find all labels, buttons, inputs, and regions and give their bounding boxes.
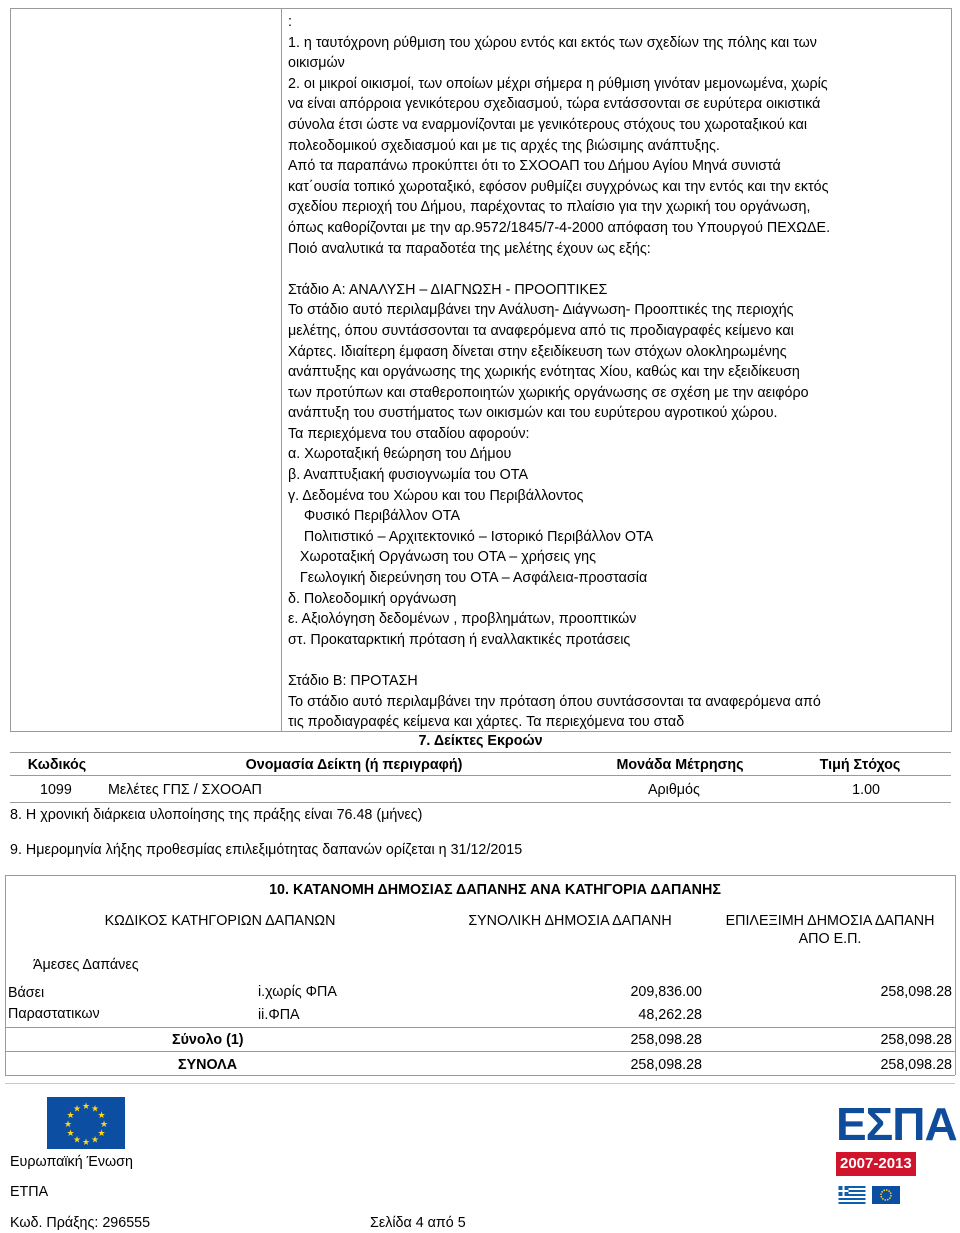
- desc-line: :: [288, 14, 292, 30]
- direct-costs-label: Άμεσες Δαπάνες: [33, 957, 139, 973]
- svg-text:★: ★: [72, 1135, 82, 1146]
- svg-text:★: ★: [90, 1104, 100, 1115]
- svg-text:★: ★: [72, 1104, 82, 1115]
- subtotal-total: 258,098.28: [630, 1032, 702, 1048]
- fund-label: ΕΤΠΑ: [10, 1184, 49, 1200]
- row-total: 48,262.28: [638, 1007, 702, 1023]
- allocation-col-category: ΚΩΔΙΚΟΣ ΚΑΤΗΓΟΡΙΩΝ ΔΑΠΑΝΩΝ: [104, 913, 336, 929]
- desc-line: των προτύπων και σταθεροποιητών χωρικής οργάνωσης σε σχέση με την αειφόρο: [288, 384, 809, 401]
- deadline-text: 9. Ημερομηνία λήξης προθεσμίας επιλεξιμότητας δαπανών ορίζεται η 31/12/2015: [10, 842, 523, 858]
- desc-line: Από τα παραπάνω προκύπτει ότι το ΣΧΟΟΑΠ του Δήμου Αγίου Μηνά συνιστά: [288, 158, 781, 175]
- desc-line: σχεδίου περιοχή του Δήμου, παρέχοντας το πλαίσιο για την χωρική του οργάνωση,: [288, 199, 811, 216]
- desc-line: οικισμών: [288, 55, 345, 72]
- desc-line: δ. Πολεοδομική οργάνωση: [288, 590, 457, 607]
- desc-line: τις προδιαγραφές κείμενα και χάρτες. Τα περιεχόμενα του σταδ: [288, 714, 685, 731]
- svg-text:★: ★: [66, 1111, 75, 1121]
- basis-label-line2: Παραστατικων: [8, 1006, 100, 1022]
- desc-blank: [288, 650, 948, 671]
- row-label: i.χωρίς ΦΠΑ: [258, 984, 337, 1000]
- desc-line: Γεωλογική διερεύνηση του ΟΤΑ – Ασφάλεια-προστασία: [288, 570, 648, 587]
- desc-line: Χάρτες. Ιδιαίτερη έμφαση δίνεται στην εξειδίκευση των στόχων ολοκληρωμένης: [288, 343, 787, 360]
- indicators-col-unit: Μονάδα Μέτρησης: [616, 757, 744, 773]
- row-label: ii.ΦΠΑ: [258, 1007, 300, 1023]
- desc-line: β. Αναπτυξιακή φυσιογνωμία του ΟΤΑ: [288, 467, 528, 484]
- row-eligible: 258,098.28: [880, 984, 952, 1000]
- desc-line: στ. Προκαταρκτική πρόταση ή εναλλακτικές προτάσεις: [288, 631, 631, 648]
- subtotal-label: Σύνολο (1): [172, 1032, 244, 1048]
- svg-text:★: ★: [99, 1120, 109, 1130]
- desc-line: Ποιό αναλυτικά τα παραδοτέα της μελέτης έχουν ως εξής:: [288, 240, 651, 257]
- project-code: Κωδ. Πράξης: 296555: [10, 1215, 151, 1231]
- eu-small-flag-icon: [872, 1186, 900, 1204]
- indicator-unit: Αριθμός: [648, 782, 700, 798]
- desc-blank: [288, 259, 948, 280]
- espa-logo-text: ΕΣΠΑ: [836, 1098, 957, 1150]
- duration-text: 8. Η χρονική διάρκεια υλοποίησης της πράξης είναι 76.48 (μήνες): [10, 807, 423, 823]
- allocation-col-eligible: [700, 912, 960, 948]
- allocation-col-total: ΣΥΝΟΛΙΚΗ ΔΗΜΟΣΙΑ ΔΑΠΑΝΗ: [468, 913, 672, 929]
- indicators-title: 7. Δείκτες Εκροών: [418, 733, 543, 749]
- svg-text:★: ★: [81, 1102, 91, 1112]
- greek-flag-icon: [838, 1186, 866, 1204]
- indicator-code: 1099: [40, 782, 72, 798]
- svg-text:★: ★: [63, 1120, 73, 1130]
- desc-line: όπως καθορίζονται με την αρ.9572/1845/7-4-2000 απόφαση του Υπουργού ΠΕΧΩΔΕ.: [288, 219, 831, 236]
- basis-label-line1: Βάσει: [8, 985, 45, 1001]
- desc-line: Πολιτιστικό – Αρχιτεκτονικό – Ιστορικό Περιβάλλον ΟΤΑ: [288, 528, 654, 545]
- svg-text:★: ★: [97, 1129, 106, 1139]
- grand-total-eligible: 258,098.28: [880, 1057, 952, 1073]
- desc-line: 2. οι μικροί οικισμοί, των οποίων μέχρι σήμερα η ρύθμιση γινόταν μεμονωμένα, χωρίς: [288, 75, 828, 92]
- subtotal-eligible: 258,098.28: [880, 1032, 952, 1048]
- allocation-col-eligible-line1: ΕΠΙΛΕΞΙΜΗ ΔΗΜΟΣΙΑ ΔΑΠΑΝΗ: [725, 913, 935, 929]
- desc-line: μελέτης, όπου συντάσσονται τα αναφερόμενα από τις προδιαγραφές κείμενο και: [288, 322, 794, 339]
- desc-line: ανάπτυξη του συστήματος των οικισμών και του ευρύτερου αγροτικού χώρου.: [288, 405, 778, 422]
- page-number: Σελίδα 4 από 5: [370, 1215, 466, 1231]
- espa-years: 2007-2013: [836, 1152, 916, 1176]
- svg-text:★: ★: [81, 1138, 91, 1148]
- eu-label: Ευρωπαϊκή Ένωση: [10, 1154, 133, 1170]
- desc-line: κατ΄ουσία τοπικό χωροταξικό, εφόσον ρυθμίζει συγχρόνως και την εντός και την εκτός: [288, 178, 829, 195]
- grand-total-label: ΣΥΝΟΛΑ: [178, 1057, 238, 1073]
- row-total: 209,836.00: [630, 984, 702, 1000]
- allocation-title: 10. ΚΑΤΑΝΟΜΗ ΔΗΜΟΣΙΑΣ ΔΑΠΑΝΗΣ ΑΝΑ ΚΑΤΗΓΟΡΙΑ ΔΑΠΑΝΗΣ: [269, 882, 721, 898]
- indicator-name: Μελέτες ΓΠΣ / ΣΧΟΟΑΠ: [108, 782, 262, 798]
- desc-line: α. Χωροταξική θεώρηση του Δήμου: [288, 446, 512, 463]
- grand-total-total: 258,098.28: [630, 1057, 702, 1073]
- svg-text:★: ★: [66, 1129, 75, 1139]
- desc-line: Φυσικό Περιβάλλον ΟΤΑ: [288, 508, 460, 525]
- basis-label: [8, 983, 100, 1025]
- desc-line: ανάπτυξης και οργάνωσης της χωρικής ενότητας Χίου, καθώς και την εξειδίκευση: [288, 364, 800, 381]
- espa-logo: [836, 1098, 957, 1218]
- svg-text:★: ★: [97, 1111, 106, 1121]
- indicator-target: 1.00: [852, 782, 880, 798]
- desc-line: Στάδιο Α: ΑΝΑΛΥΣΗ – ΔΙΑΓΝΩΣΗ - ΠΡΟΟΠΤΙΚΕΣ: [288, 281, 608, 298]
- desc-line: Χωροταξική Οργάνωση του ΟΤΑ – χρήσεις γης: [288, 549, 597, 566]
- indicators-col-name: Ονομασία Δείκτη (ή περιγραφή): [245, 757, 463, 773]
- desc-line: σύνολα έτσι ώστε να εναρμονίζονται με γενικότερους στόχους του χωροταξικού και: [288, 116, 808, 133]
- desc-line: πολεοδομικού σχεδιασμού και με τις αρχές της βιώσιμης ανάπτυξης.: [288, 137, 720, 154]
- svg-text:★: ★: [90, 1135, 100, 1146]
- desc-line: Τα περιεχόμενα του σταδίου αφορούν:: [288, 425, 530, 442]
- eu-flag-icon: [47, 1097, 125, 1149]
- desc-line: να είναι απόρροια γενικότερου σχεδιασμού, τώρα εντάσσονται σε ευρύτερα οικιστικά: [288, 96, 821, 113]
- indicators-col-target: Τιμή Στόχος: [819, 757, 901, 773]
- desc-line: γ. Δεδομένα του Χώρου και του Περιβάλλοντος: [288, 487, 584, 504]
- desc-line: Στάδιο Β: ΠΡΟΤΑΣΗ: [288, 673, 418, 689]
- description-text: [288, 12, 948, 733]
- indicators-col-code: Κωδικός: [27, 757, 87, 773]
- desc-line: ε. Αξιολόγηση δεδομένων , προβλημάτων, προοπτικών: [288, 611, 637, 628]
- desc-line: 1. η ταυτόχρονη ρύθμιση του χώρου εντός και εκτός των σχεδίων της πόλης και των: [288, 34, 817, 51]
- desc-line: Το στάδιο αυτό περιλαμβάνει την Ανάλυση- Διάγνωση- Προοπτικές της περιοχής: [288, 302, 794, 319]
- allocation-col-eligible-line2: ΑΠΟ Ε.Π.: [798, 931, 862, 947]
- desc-line: Το στάδιο αυτό περιλαμβάνει την πρόταση όπου συντάσσονται τα αναφερόμενα από: [288, 693, 821, 710]
